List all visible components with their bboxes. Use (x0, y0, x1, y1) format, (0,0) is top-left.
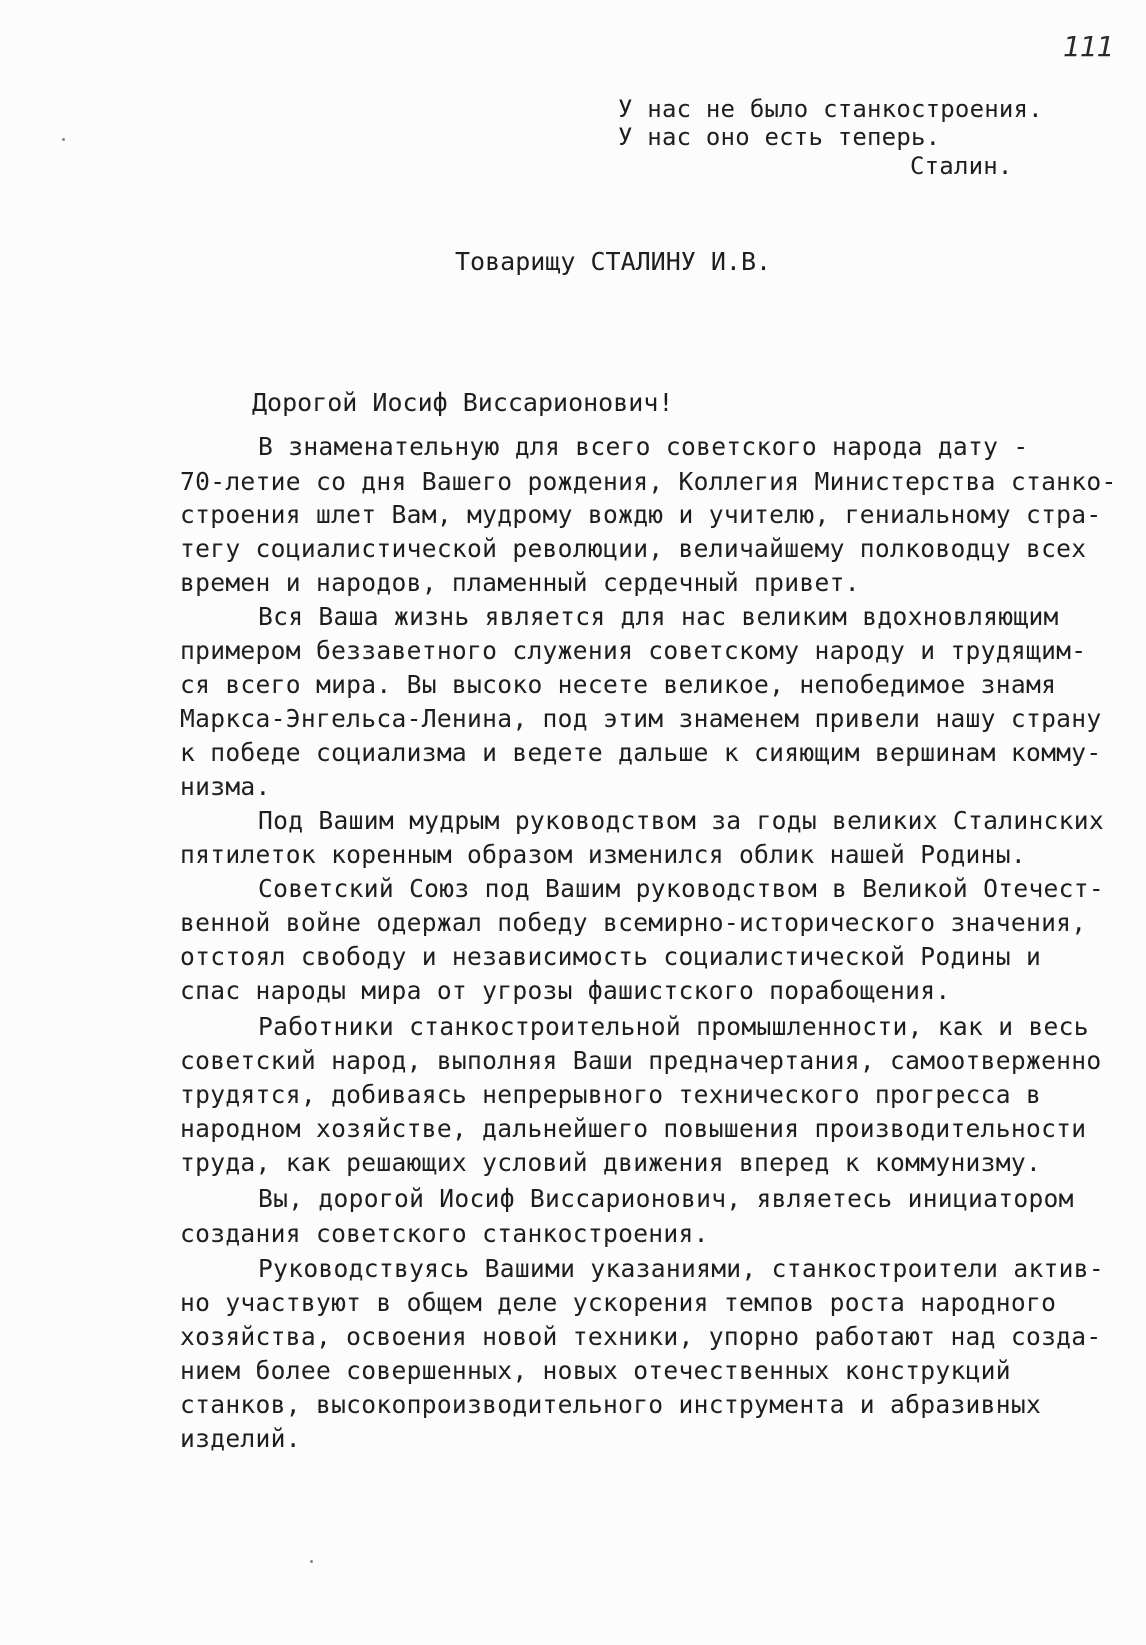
epigraph-author: Сталин. (910, 152, 1013, 180)
body-line: к победе социализма и ведете дальше к сияющим вершинам комму- (180, 738, 1102, 767)
body-line: трудятся, добиваясь непрерывного технического прогресса в (180, 1080, 1042, 1109)
paper-speck (310, 1560, 313, 1563)
body-line: Маркса-Энгельса-Ленина, под этим знаменем привели нашу страну (180, 704, 1102, 733)
paper-speck (62, 138, 65, 141)
body-line: низма. (180, 772, 271, 801)
body-line: Под Вашим мудрым руководством за годы великих Сталинских (258, 806, 1104, 835)
page-number: 111 (1063, 30, 1114, 63)
body-line: народном хозяйстве, дальнейшего повышения производительности (180, 1114, 1087, 1143)
body-line: но участвуют в общем деле ускорения темпов роста народного (180, 1288, 1057, 1317)
body-line: Руководствуясь Вашими указаниями, станкостроители актив- (258, 1254, 1104, 1283)
epigraph-line-1: У нас не было станкостроения. (618, 95, 1043, 123)
body-line: изделий. (180, 1424, 301, 1453)
body-line: ся всего мира. Вы высоко несете великое, непобедимое знамя (180, 670, 1057, 699)
body-line: труда, как решающих условий движения вперед к коммунизму. (180, 1148, 1042, 1177)
body-line: строения шлет Вам, мудрому вождю и учителю, гениальному стра- (180, 500, 1102, 529)
body-line: отстоял свободу и независимость социалистической Родины и (180, 942, 1042, 971)
body-line: спас народы мира от угрозы фашистского порабощения. (180, 976, 951, 1005)
body-line: примером беззаветного служения советскому народу и трудящим- (180, 636, 1087, 665)
body-line: нием более совершенных, новых отечественных конструкций (180, 1356, 1011, 1385)
body-line: Вы, дорогой Иосиф Виссарионович, являетесь инициатором (258, 1184, 1074, 1213)
body-line: венной войне одержал победу всемирно-исторического значения, (180, 908, 1087, 937)
body-line: тегу социалистической революции, величайшему полководцу всех (180, 534, 1087, 563)
body-line: 70-летие со дня Вашего рождения, Коллегия Министерства станко- (180, 467, 1117, 496)
body-line: В знаменательную для всего советского народа дату - (258, 432, 1029, 461)
body-line: Вся Ваша жизнь является для нас великим вдохновляющим (258, 602, 1059, 631)
body-line: времен и народов, пламенный сердечный привет. (180, 568, 860, 597)
body-line: хозяйства, освоения новой техники, упорно работают над созда- (180, 1322, 1102, 1351)
body-line: пятилеток коренным образом изменился облик нашей Родины. (180, 840, 1026, 869)
body-line: создания советского станкостроения. (180, 1219, 709, 1248)
addressee: Товарищу СТАЛИНУ И.В. (455, 247, 772, 276)
epigraph-line-2: У нас оно есть теперь. (618, 123, 941, 151)
body-line: Работники станкостроительной промышленности, как и весь (258, 1012, 1089, 1041)
body-line: советский народ, выполняя Ваши предначертания, самоотверженно (180, 1046, 1102, 1075)
body-line: Советский Союз под Вашим руководством в Великой Отечест- (258, 874, 1104, 903)
salutation: Дорогой Иосиф Виссарионович! (252, 388, 674, 417)
body-line: станков, высокопроизводительного инструмента и абразивных (180, 1390, 1042, 1419)
